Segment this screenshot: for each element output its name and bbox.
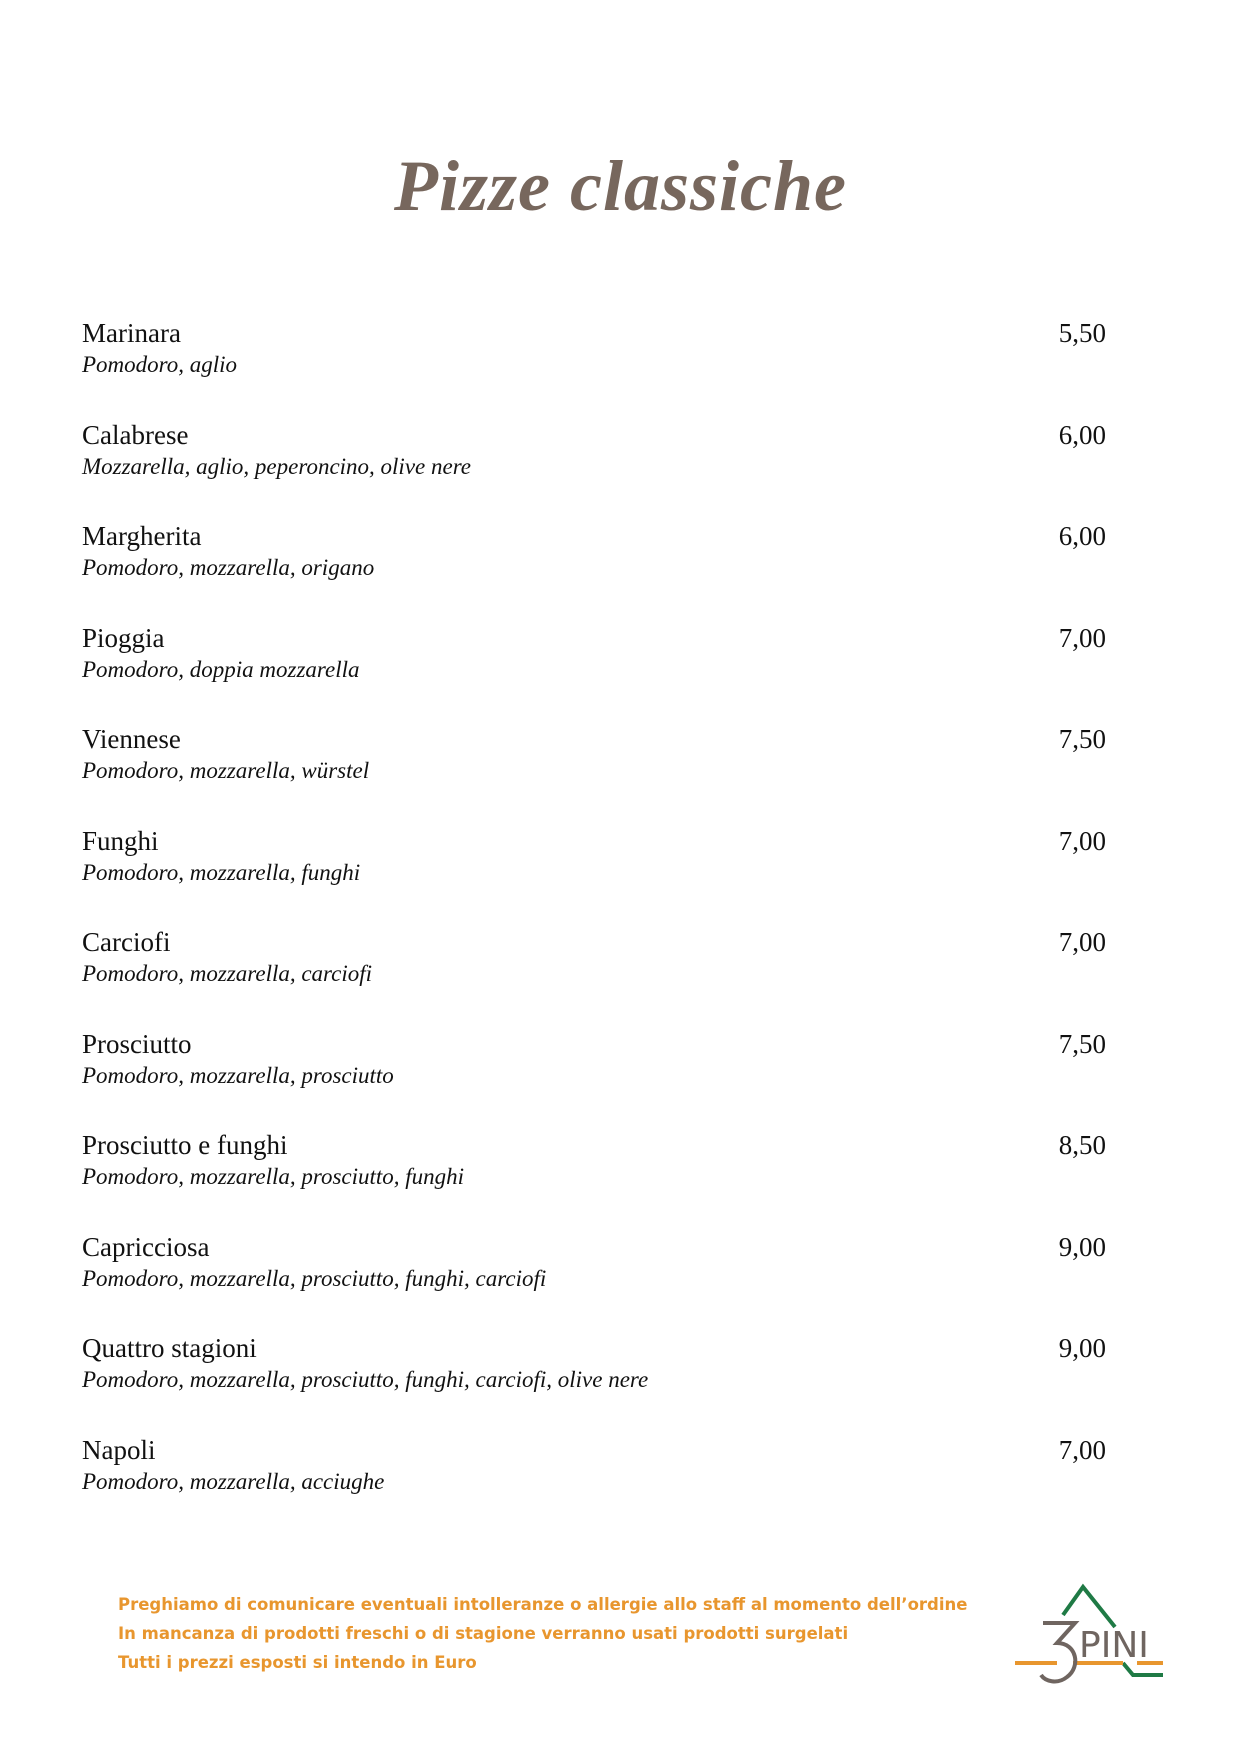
menu-item — [82, 1433, 1106, 1535]
pizza-price: 7,00 — [1058, 927, 1106, 957]
pizza-price: 7,00 — [1058, 825, 1106, 856]
pizza-name: Marinara — [82, 318, 181, 348]
pizza-ingredients: Pomodoro, mozzarella, origano — [82, 555, 375, 580]
svg-text:PINI: PINI — [1079, 1625, 1149, 1666]
menu-item — [82, 316, 1106, 418]
pizza-ingredients: Pomodoro, aglio — [82, 352, 238, 377]
pizza-price: 7,00 — [1058, 1434, 1106, 1465]
menu-item — [82, 925, 1106, 1027]
pizza-name: Capricciosa — [82, 1231, 210, 1262]
menu-item — [82, 1128, 1106, 1230]
pizza-price: 6,00 — [1058, 419, 1106, 450]
menu-item — [82, 1230, 1106, 1332]
pizza-price: 7,00 — [1058, 622, 1106, 653]
frozen-products-note: In mancanza di prodotti freschi o di stagione verranno usati prodotti surgelati — [118, 1624, 849, 1643]
pizza-price: 7,50 — [1058, 1028, 1106, 1059]
pizza-menu — [82, 316, 1106, 1534]
menu-item — [82, 1027, 1106, 1129]
pizza-price: 8,50 — [1058, 1130, 1106, 1160]
pizza-price: 7,50 — [1058, 724, 1106, 754]
pizza-name: Prosciutto — [82, 1028, 192, 1059]
pizza-ingredients: Pomodoro, mozzarella, prosciutto, funghi, carciofi — [82, 1265, 547, 1291]
3pini-logo — [1015, 1575, 1175, 1685]
pizza-ingredients: Pomodoro, mozzarella, prosciutto — [82, 1062, 394, 1088]
menu-item — [82, 519, 1106, 621]
pizza-name: Viennese — [82, 724, 181, 754]
pizza-ingredients: Pomodoro, doppia mozzarella — [82, 656, 360, 682]
allergy-note: Preghiamo di comunicare eventuali intolleranze o allergie allo staff al momento dell’ordine — [118, 1595, 968, 1614]
pizza-ingredients: Pomodoro, mozzarella, acciughe — [82, 1468, 385, 1494]
pizza-name: Calabrese — [82, 419, 189, 450]
pizza-name: Prosciutto e funghi — [82, 1130, 288, 1160]
pizza-price: 5,50 — [1058, 318, 1106, 348]
pizza-name: Quattro stagioni — [82, 1333, 257, 1363]
pizza-ingredients: Pomodoro, mozzarella, prosciutto, funghi — [82, 1164, 465, 1189]
menu-item — [82, 1331, 1106, 1433]
pizza-price: 9,00 — [1058, 1333, 1106, 1363]
page-title: Pizze classiche — [394, 146, 847, 226]
menu-item — [82, 418, 1106, 520]
pizza-ingredients: Pomodoro, mozzarella, würstel — [82, 758, 370, 783]
pizza-ingredients: Pomodoro, mozzarella, funghi — [82, 859, 361, 885]
pizza-name: Funghi — [82, 825, 159, 856]
pizza-ingredients: Pomodoro, mozzarella, carciofi — [82, 961, 373, 986]
menu-item — [82, 722, 1106, 824]
pizza-ingredients: Pomodoro, mozzarella, prosciutto, funghi, carciofi, olive nere — [82, 1367, 649, 1392]
menu-item — [82, 824, 1106, 926]
pizza-name: Margherita — [82, 521, 202, 551]
pizza-price: 6,00 — [1058, 521, 1106, 551]
pizza-name: Pioggia — [82, 622, 165, 653]
pizza-name: Napoli — [82, 1434, 156, 1465]
pizza-price: 9,00 — [1058, 1231, 1106, 1262]
menu-item — [82, 621, 1106, 723]
pizza-name: Carciofi — [82, 927, 171, 957]
pizza-ingredients: Mozzarella, aglio, peperoncino, olive nere — [82, 453, 472, 479]
currency-note: Tutti i prezzi esposti si intendo in Euro — [118, 1653, 477, 1672]
footer-notes — [118, 1590, 967, 1677]
